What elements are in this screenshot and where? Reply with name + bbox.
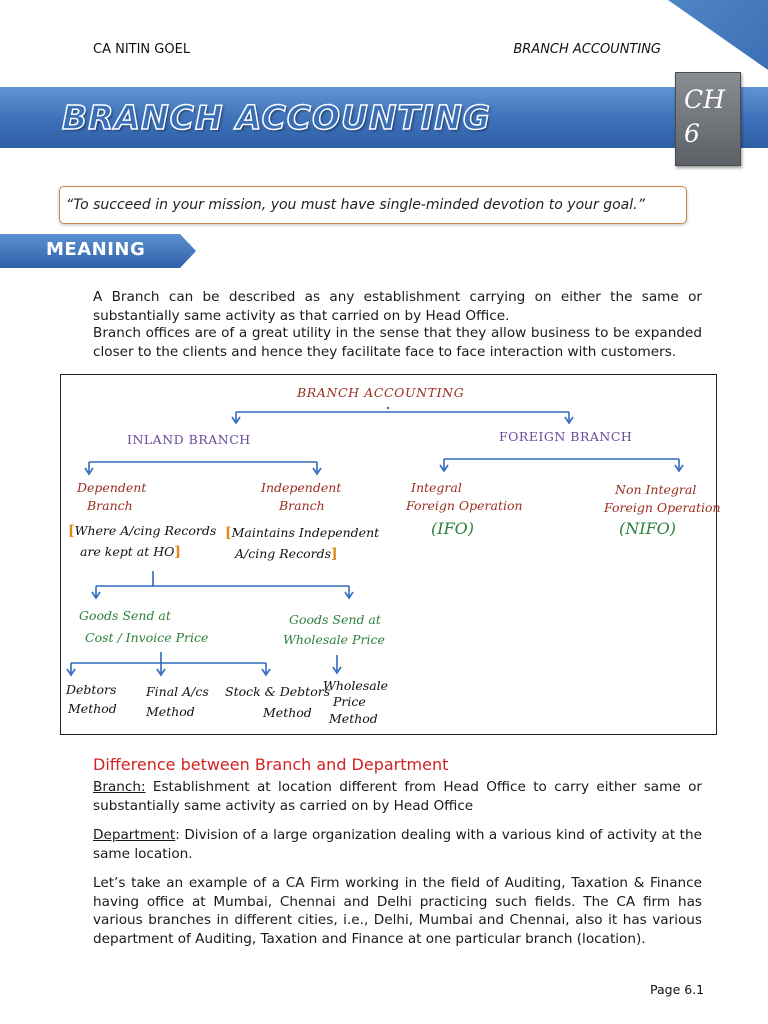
diagram-wholesale-1: Goods Send at <box>289 612 381 627</box>
diagram-cost-1: Goods Send at <box>79 608 171 623</box>
diagram-wsp-3: Method <box>329 711 378 726</box>
diagram-nonintegral-1: Non Integral <box>615 482 697 497</box>
diagram-stock-2: Method <box>263 705 312 720</box>
diagram-wholesale-2: Wholesale Price <box>283 632 385 647</box>
meaning-paragraph-2: Branch offices are of a great utility in the sense that they allow business to be expanded closer to the clients and hence they facilitate face to face interaction with customers. <box>93 325 702 360</box>
diagram-foreign-branch: FOREIGN BRANCH <box>499 429 633 444</box>
diagram-final-2: Method <box>146 704 195 719</box>
diagram-stock-1: Stock & Debtors <box>225 684 331 699</box>
difference-heading: Difference between Branch and Department <box>93 755 449 774</box>
diagram-dependent-note-1: [Where A/cing Records <box>68 523 217 539</box>
header-subject: BRANCH ACCOUNTING <box>513 42 661 57</box>
diagram-integral-1: Integral <box>411 480 462 495</box>
branch-classification-diagram <box>60 374 721 735</box>
diagram-debtors-2: Method <box>68 701 117 716</box>
diagram-independent-note-2: A/cing Records] <box>235 546 338 562</box>
diagram-integral-2: Foreign Operation <box>406 498 523 513</box>
diagram-inland-branch: INLAND BRANCH <box>127 432 251 447</box>
diagram-independent-2: Branch <box>279 498 325 513</box>
chapter-prefix: CH <box>684 85 725 114</box>
diagram-wsp-1: Wholesale <box>323 678 389 693</box>
diagram-debtors-1: Debtors <box>66 682 117 697</box>
department-label: Department <box>93 827 176 843</box>
diagram-dependent-2: Branch <box>87 498 133 513</box>
diagram-wsp-2: Price <box>333 694 366 709</box>
department-definition <box>93 826 702 863</box>
chapter-number: 6 <box>684 119 700 148</box>
diagram-independent-note-1: [Maintains Independent <box>225 525 380 541</box>
diagram-nonintegral-2: Foreign Operation <box>604 500 721 515</box>
branch-text: Establishment at location different from Head Office to carry either same or substantially same activity as carried on by Head Office <box>93 779 702 814</box>
diagram-independent-1: Independent <box>261 480 342 495</box>
diagram-dependent-note-2: are kept at HO] <box>80 544 181 560</box>
header-author: CA NITIN GOEL <box>93 42 191 57</box>
department-text: : Division of a large organization dealing with a various kind of activity at the same location. <box>93 827 702 862</box>
meaning-heading: MEANING <box>46 239 146 260</box>
quote-text: “To succeed in your mission, you must have single-minded devotion to your goal.” <box>66 197 645 213</box>
meaning-paragraph-1: A Branch can be described as any establishment carrying on either the same or substantially same activity as that carried on by Head Office. <box>93 289 702 324</box>
diagram-cost-2: Cost / Invoice Price <box>85 630 209 645</box>
page-number: Page 6.1 <box>650 982 705 997</box>
diagram-root: BRANCH ACCOUNTING <box>297 385 465 400</box>
diagram-final-1: Final A/cs <box>146 684 209 699</box>
diagram-integral-abbr: (IFO) <box>431 519 475 538</box>
branch-label: Branch: <box>93 779 146 795</box>
diagram-dependent-1: Dependent <box>77 480 147 495</box>
corner-decoration <box>668 0 768 70</box>
example-paragraph: Let’s take an example of a CA Firm working in the field of Auditing, Taxation & Finance having office at Mumbai, Chennai and Delhi practicing such fields. The CA firm has various branches in different cities, i.e., Delhi, Mumbai and Chennai, also it has various department of Auditing, Taxation and Finance at one particular branch (location). <box>93 875 702 947</box>
diagram-nonintegral-abbr: (NIFO) <box>619 519 677 538</box>
chapter-badge <box>675 72 741 166</box>
page-title: BRANCH ACCOUNTING <box>62 98 491 137</box>
branch-definition <box>93 778 702 815</box>
